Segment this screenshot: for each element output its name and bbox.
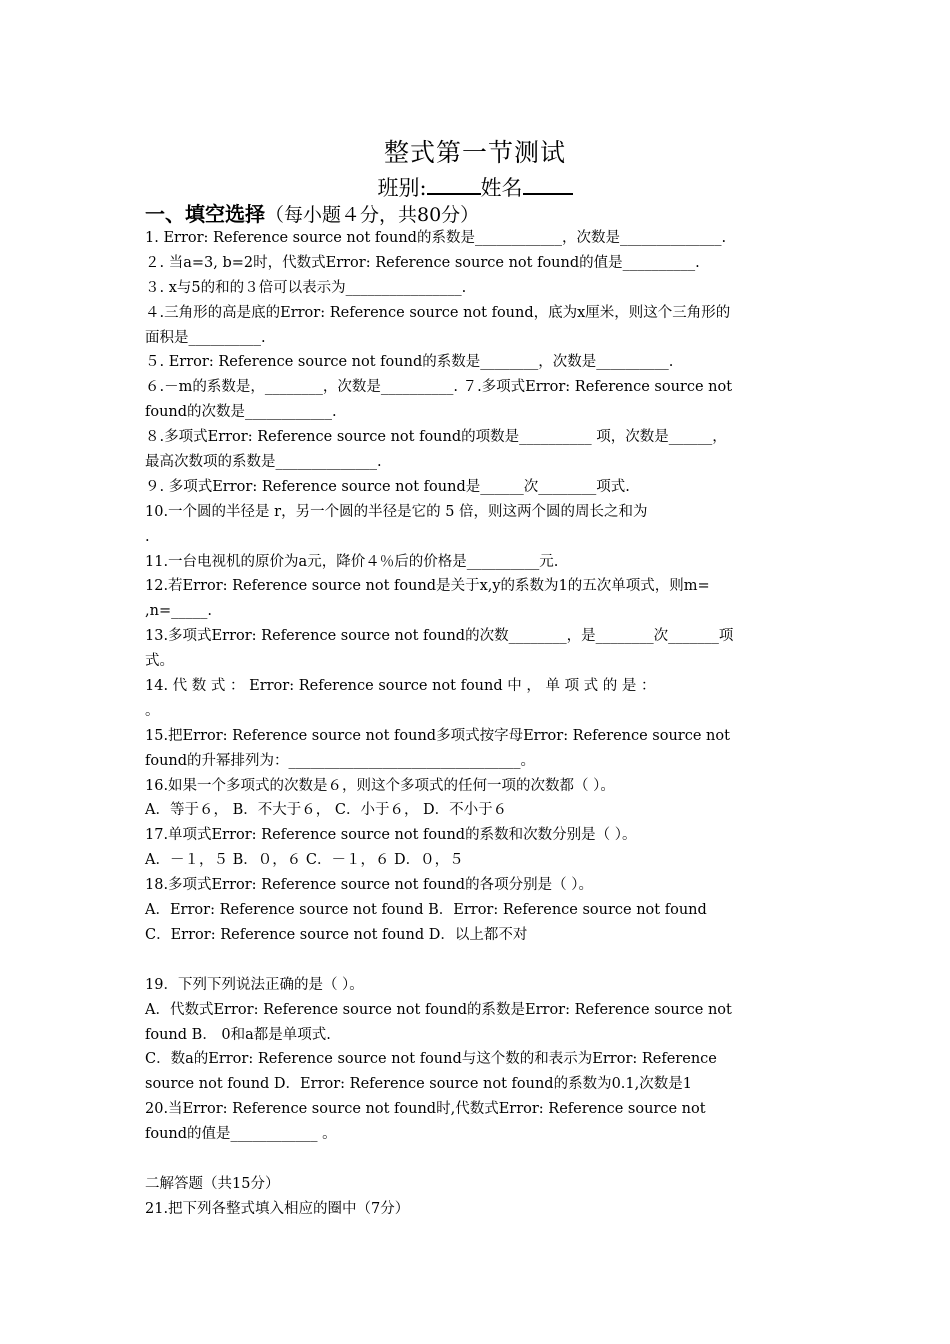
text-line: 1. Error: Reference source not found的系数是____________，次数是______________. [145, 230, 727, 246]
text-line: ３. x与5的和的３倍可以表示为________________. [145, 279, 467, 296]
text-line: 13.多项式Error: Reference source not found的次数________，是________次_______项 [145, 628, 734, 645]
text-line: 最高次数项的系数是______________. [145, 454, 382, 471]
text-line: 10.一个圆的半径是 r，另一个圆的半径是它的 5 倍，则这两个圆的周长之和为 [145, 503, 648, 520]
page-title: 整式第一节测试 [383, 138, 566, 167]
text-line: found的升幂排列为：________________________________。 [145, 752, 536, 769]
text-line: 11.一台电视机的原价为a元，降价４％后的价格是__________元. [145, 553, 559, 570]
text-line: 16.如果一个多项式的次数是６，则这个多项式的任何一项的次数都（ ）。 [145, 777, 615, 794]
text-line: 17.单项式Error: Reference source not found的系数和次数分别是（ ）。 [145, 827, 637, 844]
section-heading [145, 198, 479, 227]
text-line: 12.若Error: Reference source not found是关于x,y的系数为1的五次单项式，则m= [145, 578, 710, 595]
text-line: found B． 0和a都是单项式. [145, 1026, 331, 1043]
text-line: A．代数式Error: Reference source not found的系数是Error: Reference source not [145, 1001, 732, 1018]
text-line: 面积是__________. [145, 329, 266, 346]
text-line: A．－１，５ B．０，６ C．－１，６ D．０，５ [145, 852, 464, 869]
section-scoring-note: （每小题４分，共80分） [265, 204, 480, 226]
question-list [145, 226, 810, 1222]
section-title: 一、填空选择 [145, 202, 265, 226]
text-line: 。 [145, 702, 160, 719]
class-blank [427, 175, 481, 195]
text-line: found的次数是____________. [145, 404, 337, 421]
text-line: . [145, 528, 150, 545]
text-line: ４.三角形的高是底的Error: Reference source not found，底为x厘米，则这个三角形的 [145, 304, 731, 321]
text-line [145, 948, 810, 973]
text-line: ８.多项式Error: Reference source not found的项数是__________ 项，次数是______， [145, 429, 727, 446]
text-line: source not found D．Error: Reference source not found的系数为0.1,次数是1 [145, 1076, 692, 1093]
text-line: ,n=_____. [145, 603, 212, 620]
text-line: ５. Error: Reference source not found的系数是________，次数是__________. [145, 354, 674, 371]
text-line: 20.当Error: Reference source not found时,代数式Error: Reference source not [145, 1101, 706, 1118]
text-line: 19．下列下列说法正确的是（ ）。 [145, 976, 364, 993]
text-line: 14. 代 数 式 ： Error: Reference source not found 中 ， 单 项 式 的 是 ： [145, 678, 656, 695]
text-line: A．等于６， B．不大于６， C．小于６， D．不小于６ [145, 802, 508, 819]
text-line: 18.多项式Error: Reference source not found的各项分别是（ ）。 [145, 877, 593, 894]
text-line: 式。 [145, 653, 174, 670]
text-line: found的值是____________ 。 [145, 1126, 337, 1143]
text-line: ９. 多项式Error: Reference source not found是______次________项式. [145, 478, 630, 495]
text-line: C．Error: Reference source not found D．以上都不对 [145, 926, 528, 943]
text-line: C．数a的Error: Reference source not found与这个数的和表示为Error: Reference [145, 1051, 717, 1068]
text-line: A．Error: Reference source not found B．Error: Reference source not found [145, 902, 707, 919]
text-line: ２. 当a=3, b=2时，代数式Error: Reference source not found的值是__________. [145, 254, 700, 271]
text-line: 21.把下列各整式填入相应的圈中（7分） [145, 1200, 410, 1217]
name-blank [523, 175, 573, 195]
name-label: 姓名 [480, 176, 523, 200]
text-line: 二解答题（共15分） [145, 1175, 280, 1192]
text-line: 15.把Error: Reference source not found多项式按字母Error: Reference source not [145, 727, 730, 744]
text-line: ６.－m的系数是，________，次数是__________. ７.多项式Error: Reference source not [145, 379, 733, 396]
class-label: 班别: [377, 176, 427, 200]
text-line [145, 1147, 810, 1172]
